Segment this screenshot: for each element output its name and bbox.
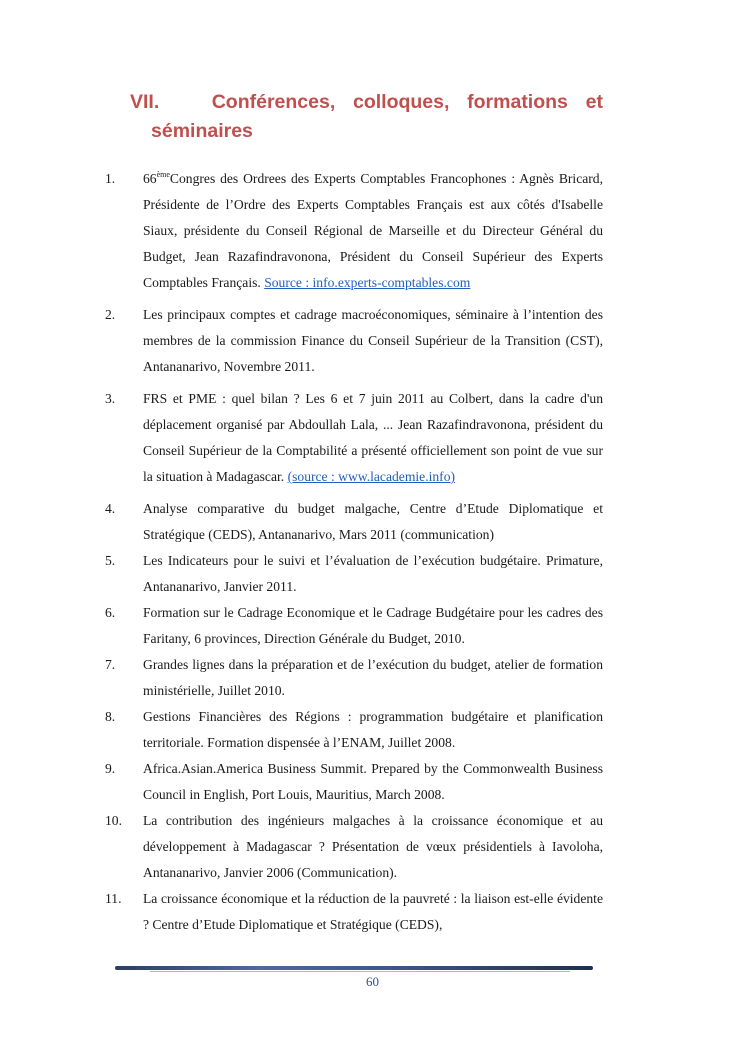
item-prefix: 66	[143, 171, 157, 186]
page-number: 60	[366, 974, 379, 989]
list-item	[105, 704, 603, 756]
list-item	[105, 302, 603, 380]
item-number: 8.	[105, 709, 116, 724]
item-number: 3.	[105, 391, 116, 406]
item-text: FRS et PME : quel bilan ? Les 6 et 7 juin 2011 au Colbert, dans la cadre d'un déplacement organisé par Abdoullah Lala, ... Jean Razafindravonona, président du Conseil Supérieur de la Comptabilité a présenté officiellement son point de vue sur la situation à Madagascar.	[143, 391, 603, 484]
heading-word: formations	[467, 91, 568, 113]
item-number: 11.	[105, 891, 122, 906]
heading-word: Conférences,	[211, 91, 336, 113]
item-text: Les principaux comptes et cadrage macroéconomiques, séminaire à l’intention des membres de la commission Finance du Conseil Supérieur de la Transition (CST), Antananarivo, Novembre 2011.	[143, 307, 603, 374]
list-item	[105, 756, 603, 808]
item-text: Les Indicateurs pour le suivi et l’évaluation de l’exécution budgétaire. Primature, Antananarivo, Janvier 2011.	[143, 553, 603, 594]
list-item	[105, 548, 603, 600]
item-text: La croissance économique et la réduction de la pauvreté : la liaison est-elle évidente ? Centre d’Etude Diplomatique et Stratégique (CEDS),	[143, 891, 603, 932]
list-item	[105, 808, 603, 886]
conference-list	[105, 166, 603, 938]
item-number: 1.	[105, 171, 116, 186]
list-item	[105, 166, 603, 296]
footer-divider	[115, 966, 593, 970]
list-item	[105, 886, 603, 938]
heading-word: et	[585, 91, 603, 113]
item-text: Gestions Financières des Régions : programmation budgétaire et planification territoriale. Formation dispensée à l’ENAM, Juillet 2008.	[143, 709, 603, 750]
section-heading	[130, 88, 603, 146]
item-text: Grandes lignes dans la préparation et de l’exécution du budget, atelier de formation ministérielle, Juillet 2010.	[143, 657, 603, 698]
item-text: Analyse comparative du budget malgache, Centre d’Etude Diplomatique et Stratégique (CEDS), Antananarivo, Mars 2011 (communication)	[143, 501, 603, 542]
section-number: VII.	[130, 91, 160, 113]
list-item	[105, 652, 603, 704]
footer-divider-shadow	[150, 971, 570, 972]
item-number: 7.	[105, 657, 116, 672]
list-item	[105, 386, 603, 490]
item-number: 4.	[105, 501, 116, 516]
item-number: 2.	[105, 307, 116, 322]
item-number: 9.	[105, 761, 116, 776]
item-text: La contribution des ingénieurs malgaches à la croissance économique et au développement à Madagascar ? Présentation de vœux présidentiels à Iavoloha, Antananarivo, Janvier 2006 (Communication).	[143, 813, 603, 880]
item-text: Formation sur le Cadrage Economique et le Cadrage Budgétaire pour les cadres des Faritany, 6 provinces, Direction Générale du Budget, 2010.	[143, 605, 603, 646]
source-link[interactable]: (source : www.lacademie.info)	[287, 469, 456, 484]
list-item	[105, 496, 603, 548]
source-link[interactable]: Source : info.experts-comptables.com	[264, 275, 471, 290]
heading-word: colloques,	[352, 91, 450, 113]
item-number: 6.	[105, 605, 116, 620]
item-superscript: ème	[156, 170, 170, 179]
item-number: 5.	[105, 553, 116, 568]
heading-line-2: séminaires	[151, 120, 253, 142]
item-text: Congres des Ordrees des Experts Comptables Francophones : Agnès Bricard, Présidente de l’Ordre des Experts Comptables Français est aux côtés d'Isabelle Siaux, présidente du Conseil Régional de Marseille et du Directeur Général du Budget, Jean Razafindravonona, Président du Conseil Supérieur des Experts Comptables Français.	[143, 171, 603, 290]
list-item	[105, 600, 603, 652]
item-text: Africa.Asian.America Business Summit. Prepared by the Commonwealth Business Council in English, Port Louis, Mauritius, March 2008.	[143, 761, 603, 802]
item-number: 10.	[105, 813, 122, 828]
